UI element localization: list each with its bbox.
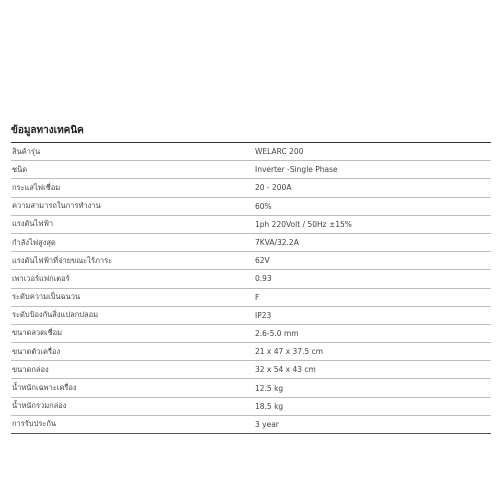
table-row xyxy=(11,143,491,161)
table-row xyxy=(11,270,491,288)
spec-value: 12.5 kg xyxy=(249,379,491,397)
spec-label: ชนิด xyxy=(11,161,249,179)
table-row xyxy=(11,361,491,379)
spec-value: 1ph 220Volt / 50Hz ±15% xyxy=(249,215,491,233)
table-row xyxy=(11,179,491,197)
technical-spec-section xyxy=(11,124,491,434)
spec-label: กระแสไฟเชื่อม xyxy=(11,179,249,197)
spec-value: 62V xyxy=(249,252,491,270)
spec-value: 18.5 kg xyxy=(249,397,491,415)
spec-label: น้ำหนักเฉพาะเครื่อง xyxy=(11,379,249,397)
table-row xyxy=(11,415,491,433)
spec-value: 32 x 54 x 43 cm xyxy=(249,361,491,379)
table-row xyxy=(11,343,491,361)
spec-label: สินค้ารุ่น xyxy=(11,143,249,161)
table-row xyxy=(11,161,491,179)
table-row xyxy=(11,233,491,251)
spec-value: 2.6-5.0 mm xyxy=(249,324,491,342)
spec-label: ความสามารถในการทำงาน xyxy=(11,197,249,215)
spec-label: แรงดันไฟฟ้า xyxy=(11,215,249,233)
spec-label: ขนาดกล่อง xyxy=(11,361,249,379)
spec-table xyxy=(11,142,491,434)
spec-label: ขนาดลวดเชื่อม xyxy=(11,324,249,342)
section-title: ข้อมูลทางเทคนิค xyxy=(11,125,84,136)
spec-label: เพาเวอร์แฟกเตอร์ xyxy=(11,270,249,288)
spec-value: Inverter -Single Phase xyxy=(249,161,491,179)
table-row xyxy=(11,306,491,324)
table-row xyxy=(11,252,491,270)
spec-value: IP23 xyxy=(249,306,491,324)
table-row xyxy=(11,288,491,306)
table-row xyxy=(11,397,491,415)
spec-label: ระดับป้องกันสิ่งแปลกปลอม xyxy=(11,306,249,324)
spec-value: 3 year xyxy=(249,415,491,433)
table-row xyxy=(11,324,491,342)
spec-value: F xyxy=(249,288,491,306)
spec-label: แรงดันไฟฟ้าที่จ่ายขณะไร้ภาระ xyxy=(11,252,249,270)
spec-label: ระดับความเป็นฉนวน xyxy=(11,288,249,306)
table-row xyxy=(11,215,491,233)
table-row xyxy=(11,197,491,215)
spec-value: 20 - 200A xyxy=(249,179,491,197)
spec-label: กำลังไฟสูงสุด xyxy=(11,233,249,251)
spec-value: 7KVA/32.2A xyxy=(249,233,491,251)
spec-value: WELARC 200 xyxy=(249,143,491,161)
spec-label: การรับประกัน xyxy=(11,415,249,433)
spec-value: 0.93 xyxy=(249,270,491,288)
table-row xyxy=(11,379,491,397)
spec-value: 60% xyxy=(249,197,491,215)
spec-value: 21 x 47 x 37.5 cm xyxy=(249,343,491,361)
spec-label: ขนาดตัวเครื่อง xyxy=(11,343,249,361)
spec-label: น้ำหนักรวมกล่อง xyxy=(11,397,249,415)
